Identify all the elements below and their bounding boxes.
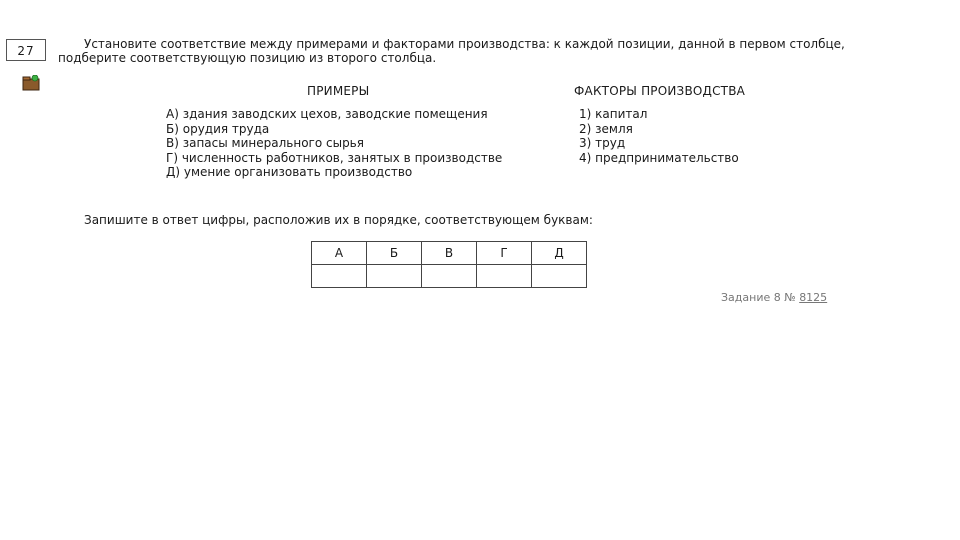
answer-cell-v[interactable] — [422, 265, 477, 288]
example-item: Д) умение организовать производство — [166, 165, 413, 180]
answer-table — [311, 241, 587, 288]
example-item: Б) орудия труда — [166, 121, 270, 136]
task-reference-label: Задание 8 № — [721, 291, 796, 304]
answer-cell-g[interactable] — [477, 265, 532, 288]
answer-letter: Г — [477, 242, 532, 265]
task-number-box: 27 — [6, 39, 46, 61]
examples-heading: ПРИМЕРЫ — [307, 84, 370, 98]
factor-item: 2) земля — [579, 121, 633, 136]
answer-prompt: Запишите в ответ цифры, расположив их в порядке, соответствующем буквам: — [84, 213, 593, 227]
factor-item: 4) предпринимательство — [579, 150, 739, 165]
task-instruction: Установите соответствие между примерами и факторами производства: к каждой позиции, данной в первом столбце, подберите соответствующую позицию из второго столбца. — [58, 37, 845, 65]
factor-item: 3) труд — [579, 136, 626, 151]
answer-letter: Б — [367, 242, 422, 265]
task-reference — [721, 291, 827, 304]
example-item: А) здания заводских цехов, заводские помещения — [166, 107, 488, 121]
folder-icon[interactable] — [22, 75, 40, 91]
example-item: Г) численность работников, занятых в производстве — [166, 150, 503, 165]
answer-letter: В — [422, 242, 477, 265]
task-id-link[interactable]: 8125 — [799, 291, 828, 304]
answer-cell-b[interactable] — [367, 265, 422, 288]
answer-cell-d[interactable] — [532, 265, 587, 288]
factors-list — [579, 107, 739, 165]
answer-letter: А — [312, 242, 367, 265]
answer-letters-row — [312, 242, 587, 265]
factors-heading: ФАКТОРЫ ПРОИЗВОДСТВА — [574, 84, 746, 98]
answer-input-row — [312, 265, 587, 288]
answer-cell-a[interactable] — [312, 265, 367, 288]
answer-letter: Д — [532, 242, 587, 265]
example-item: В) запасы минерального сырья — [166, 136, 364, 151]
examples-list — [166, 107, 502, 180]
factor-item: 1) капитал — [579, 107, 648, 121]
